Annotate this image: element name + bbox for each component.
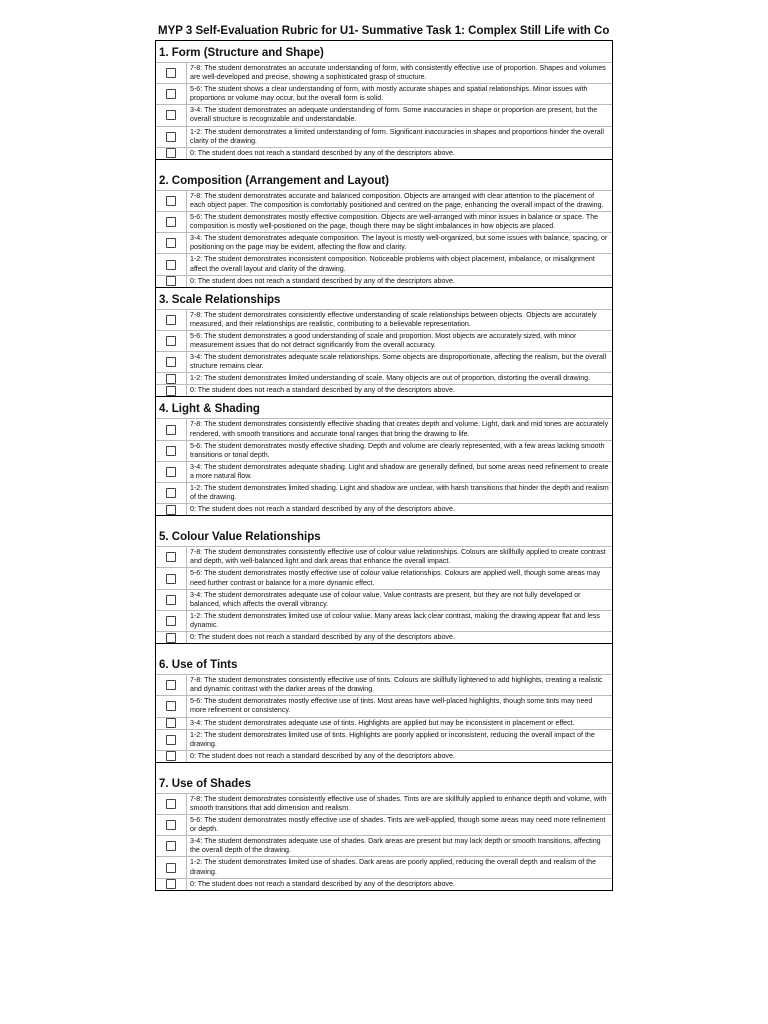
rubric-row	[156, 857, 612, 878]
checkbox-cell	[156, 718, 186, 728]
checkbox[interactable]	[166, 574, 176, 584]
checkbox-cell	[156, 425, 186, 435]
checkbox[interactable]	[166, 595, 176, 605]
checkbox-cell	[156, 841, 186, 851]
descriptor-text: 3-4: The student demonstrates adequate scale relationships. Some objects are disproportionate, affecting the realism, but the overall structure remains clear.	[186, 352, 612, 372]
checkbox-cell	[156, 863, 186, 873]
descriptor-text: 1-2: The student demonstrates a limited understanding of form. Significant inaccuracies in shapes and proportions hinder the overall clarity of the drawing.	[186, 127, 612, 147]
rubric-row	[156, 611, 612, 632]
checkbox-cell	[156, 595, 186, 605]
rubric-row	[156, 632, 612, 643]
checkbox[interactable]	[166, 467, 176, 477]
checkbox[interactable]	[166, 386, 176, 396]
rubric-row	[156, 276, 612, 287]
checkbox[interactable]	[166, 446, 176, 456]
descriptor-text: 7-8: The student demonstrates accurate and balanced composition. Objects are arranged with clear attention to the placement of each object paper. The composition is comfortably positioned and centred on the page, enhancing the overall impact of the drawing.	[186, 191, 612, 211]
checkbox-cell	[156, 374, 186, 384]
descriptor-text: 3-4: The student demonstrates adequate use of tints. Highlights are applied but may be inconsistent in placement or effect.	[186, 718, 612, 729]
descriptor-text: 0: The student does not reach a standard described by any of the descriptors above.	[186, 385, 612, 396]
checkbox[interactable]	[166, 315, 176, 325]
descriptor-text: 7-8: The student demonstrates consistently effective shading that creates depth and volume. Light, dark and mid tones are accurately rendered, with smooth transitions and accurate tonal ranges that bring the drawing to life.	[186, 419, 612, 439]
rubric-row	[156, 84, 612, 105]
descriptor-text: 1-2: The student demonstrates limited use of shades. Dark areas are poorly applied, reducing the overall depth and realism of the drawing.	[186, 857, 612, 877]
checkbox[interactable]	[166, 357, 176, 367]
rubric-row	[156, 385, 612, 396]
rubric-row	[156, 568, 612, 589]
rubric-row	[156, 751, 612, 762]
section-heading: 5. Colour Value Relationships	[156, 516, 612, 547]
rubric-row	[156, 462, 612, 483]
descriptor-text: 7-8: The student demonstrates consistently effective use of shades. Tints are are skillfully applied to enhance depth and volume, with smooth transitions that add dimension and realism.	[186, 794, 612, 814]
checkbox-cell	[156, 751, 186, 761]
checkbox-cell	[156, 238, 186, 248]
descriptor-text: 5-6: The student demonstrates mostly effective use of shades. Tints are well-applied, though some areas may need more refinement or depth.	[186, 815, 612, 835]
descriptor-text: 5-6: The student demonstrates a good understanding of scale and proportion. Most objects are accurately sized, with minor measurement issues that do not detract significantly from the overall accuracy.	[186, 331, 612, 351]
rubric-row	[156, 879, 612, 890]
checkbox-cell	[156, 196, 186, 206]
checkbox[interactable]	[166, 820, 176, 830]
checkbox-cell	[156, 217, 186, 227]
checkbox-cell	[156, 357, 186, 367]
checkbox-cell	[156, 820, 186, 830]
checkbox-cell	[156, 386, 186, 396]
rubric-row	[156, 504, 612, 515]
descriptor-text: 1-2: The student demonstrates limited shading. Light and shadow are unclear, with harsh transitions that hinder the depth and realism of the drawing.	[186, 483, 612, 503]
descriptor-text: 1-2: The student demonstrates inconsistent composition. Noticeable problems with object placement, imbalance, or misalignment affect the overall layout and clarity of the drawing.	[186, 254, 612, 274]
descriptor-text: 0: The student does not reach a standard described by any of the descriptors above.	[186, 879, 612, 890]
rubric-sections	[155, 40, 613, 891]
descriptor-text: 3-4: The student demonstrates adequate shading. Light and shadow are generally defined, but some areas need refinement to create a more natural flow.	[186, 462, 612, 482]
checkbox[interactable]	[166, 132, 176, 142]
rubric-sheet	[155, 22, 613, 891]
checkbox[interactable]	[166, 751, 176, 761]
descriptor-text: 3-4: The student demonstrates an adequate understanding of form. Some inaccuracies in shape or proportion are present, but the overall structure is recognizable and understandable.	[186, 105, 612, 125]
descriptor-text: 5-6: The student demonstrates mostly effective shading. Depth and volume are clearly represented, with a few areas lacking smooth transitions or tonal depth.	[186, 441, 612, 461]
rubric-row	[156, 331, 612, 352]
checkbox[interactable]	[166, 260, 176, 270]
checkbox-cell	[156, 336, 186, 346]
rubric-row	[156, 127, 612, 148]
section-heading: 1. Form (Structure and Shape)	[156, 41, 612, 63]
checkbox[interactable]	[166, 841, 176, 851]
section-heading: 7. Use of Shades	[156, 763, 612, 794]
rubric-section-2	[155, 160, 613, 288]
rubric-row	[156, 696, 612, 717]
checkbox-cell	[156, 132, 186, 142]
rubric-section-3	[155, 288, 613, 398]
descriptor-text: 0: The student does not reach a standard described by any of the descriptors above.	[186, 632, 612, 643]
checkbox-cell	[156, 680, 186, 690]
checkbox[interactable]	[166, 616, 176, 626]
checkbox-cell	[156, 467, 186, 477]
checkbox-cell	[156, 505, 186, 515]
rubric-row	[156, 254, 612, 275]
checkbox[interactable]	[166, 735, 176, 745]
descriptor-text: 5-6: The student demonstrates mostly effective use of colour value relationships. Colours are applied well, though some areas may need further contrast or balance for a more dynamic effect.	[186, 568, 612, 588]
descriptor-text: 3-4: The student demonstrates adequate composition. The layout is mostly well-organized, but some issues with balance, spacing, or positioning on the page may be evident, affecting the flow and clarity.	[186, 233, 612, 253]
checkbox-cell	[156, 110, 186, 120]
checkbox[interactable]	[166, 110, 176, 120]
rubric-row	[156, 718, 612, 730]
rubric-section-1	[155, 40, 613, 160]
checkbox[interactable]	[166, 336, 176, 346]
descriptor-text: 7-8: The student demonstrates consistently effective use of tints. Colours are skillfully lightened to add highlights, creating a realistic and dynamic contrast with the darker areas of the drawing.	[186, 675, 612, 695]
checkbox-cell	[156, 633, 186, 643]
checkbox[interactable]	[166, 89, 176, 99]
descriptor-text: 3-4: The student demonstrates adequate use of shades. Dark areas are present but may lack depth or smooth transitions, affecting the overall depth of the drawing.	[186, 836, 612, 856]
rubric-row	[156, 590, 612, 611]
descriptor-text: 5-6: The student demonstrates mostly effective composition. Objects are well-arranged with minor issues in balance or space. The composition is mostly well-positioned on the page, though there may be slight imbalances in how objects are placed.	[186, 212, 612, 232]
checkbox[interactable]	[166, 374, 176, 384]
checkbox-cell	[156, 552, 186, 562]
checkbox-cell	[156, 148, 186, 158]
checkbox-cell	[156, 89, 186, 99]
descriptor-text: 7-8: The student demonstrates consistently effective use of colour value relationships. Colours are skillfully applied to create contrast and depth, with well-balanced light and dark areas that enhance the overall impact.	[186, 547, 612, 567]
rubric-row	[156, 352, 612, 373]
checkbox[interactable]	[166, 718, 176, 728]
checkbox[interactable]	[166, 196, 176, 206]
rubric-row	[156, 373, 612, 385]
descriptor-text: 0: The student does not reach a standard described by any of the descriptors above.	[186, 148, 612, 159]
rubric-row	[156, 836, 612, 857]
checkbox[interactable]	[166, 701, 176, 711]
rubric-section-4	[155, 397, 613, 516]
descriptor-text: 3-4: The student demonstrates adequate use of colour value. Value contrasts are present, but they are not fully developed or balanced, which affects the overall vibrancy.	[186, 590, 612, 610]
checkbox-cell	[156, 276, 186, 286]
checkbox-cell	[156, 260, 186, 270]
descriptor-text: 1-2: The student demonstrates limited understanding of scale. Many objects are out of proportion, distorting the overall drawing.	[186, 373, 612, 384]
rubric-row	[156, 441, 612, 462]
descriptor-text: 0: The student does not reach a standard described by any of the descriptors above.	[186, 276, 612, 287]
checkbox[interactable]	[166, 488, 176, 498]
rubric-row	[156, 105, 612, 126]
rubric-row	[156, 63, 612, 84]
checkbox[interactable]	[166, 799, 176, 809]
checkbox[interactable]	[166, 238, 176, 248]
rubric-row	[156, 483, 612, 504]
rubric-section-5	[155, 516, 613, 644]
descriptor-text: 1-2: The student demonstrates limited use of colour value. Many areas lack clear contrast, making the drawing appear flat and less dynamic.	[186, 611, 612, 631]
checkbox-cell	[156, 701, 186, 711]
checkbox-cell	[156, 315, 186, 325]
rubric-row	[156, 815, 612, 836]
checkbox-cell	[156, 68, 186, 78]
checkbox[interactable]	[166, 148, 176, 158]
section-heading: 3. Scale Relationships	[156, 288, 612, 310]
checkbox[interactable]	[166, 276, 176, 286]
rubric-row	[156, 212, 612, 233]
checkbox-cell	[156, 799, 186, 809]
rubric-row	[156, 310, 612, 331]
rubric-row	[156, 148, 612, 159]
checkbox[interactable]	[166, 552, 176, 562]
rubric-section-6	[155, 644, 613, 763]
document-title: MYP 3 Self-Evaluation Rubric for U1- Summative Task 1: Complex Still Life with Co	[158, 25, 610, 37]
checkbox[interactable]	[166, 425, 176, 435]
checkbox-cell	[156, 574, 186, 584]
rubric-row	[156, 191, 612, 212]
checkbox-cell	[156, 879, 186, 889]
descriptor-text: 0: The student does not reach a standard described by any of the descriptors above.	[186, 751, 612, 762]
section-heading: 2. Composition (Arrangement and Layout)	[156, 160, 612, 191]
checkbox[interactable]	[166, 863, 176, 873]
rubric-row	[156, 547, 612, 568]
rubric-row	[156, 419, 612, 440]
checkbox[interactable]	[166, 680, 176, 690]
descriptor-text: 0: The student does not reach a standard described by any of the descriptors above.	[186, 504, 612, 515]
section-heading: 6. Use of Tints	[156, 644, 612, 675]
checkbox[interactable]	[166, 68, 176, 78]
checkbox[interactable]	[166, 505, 176, 515]
rubric-section-7	[155, 763, 613, 891]
rubric-row	[156, 730, 612, 751]
checkbox-cell	[156, 446, 186, 456]
checkbox[interactable]	[166, 879, 176, 889]
rubric-row	[156, 794, 612, 815]
descriptor-text: 1-2: The student demonstrates limited use of tints. Highlights are poorly applied or inconsistent, reducing the overall impact of the drawing.	[186, 730, 612, 750]
checkbox-cell	[156, 616, 186, 626]
descriptor-text: 7-8: The student demonstrates consistently effective understanding of scale relationships between objects. Objects are accurately measured, and their relationships are realistic, contributing to a believable representation.	[186, 310, 612, 330]
descriptor-text: 5-6: The student demonstrates mostly effective use of tints. Most areas have well-placed highlights, though some tints may need more refinement or consistency.	[186, 696, 612, 716]
checkbox[interactable]	[166, 217, 176, 227]
descriptor-text: 5-6: The student shows a clear understanding of form, with mostly accurate shapes and spatial relationships. Minor issues with proportions or volume may occur, but the overall form is solid.	[186, 84, 612, 104]
rubric-row	[156, 675, 612, 696]
rubric-row	[156, 233, 612, 254]
checkbox[interactable]	[166, 633, 176, 643]
checkbox-cell	[156, 488, 186, 498]
checkbox-cell	[156, 735, 186, 745]
descriptor-text: 7-8: The student demonstrates an accurate understanding of form, with consistently effective use of proportion. Shapes and volumes are well-developed and precise, showing a sophisticated grasp of structure.	[186, 63, 612, 83]
section-heading: 4. Light & Shading	[156, 397, 612, 419]
